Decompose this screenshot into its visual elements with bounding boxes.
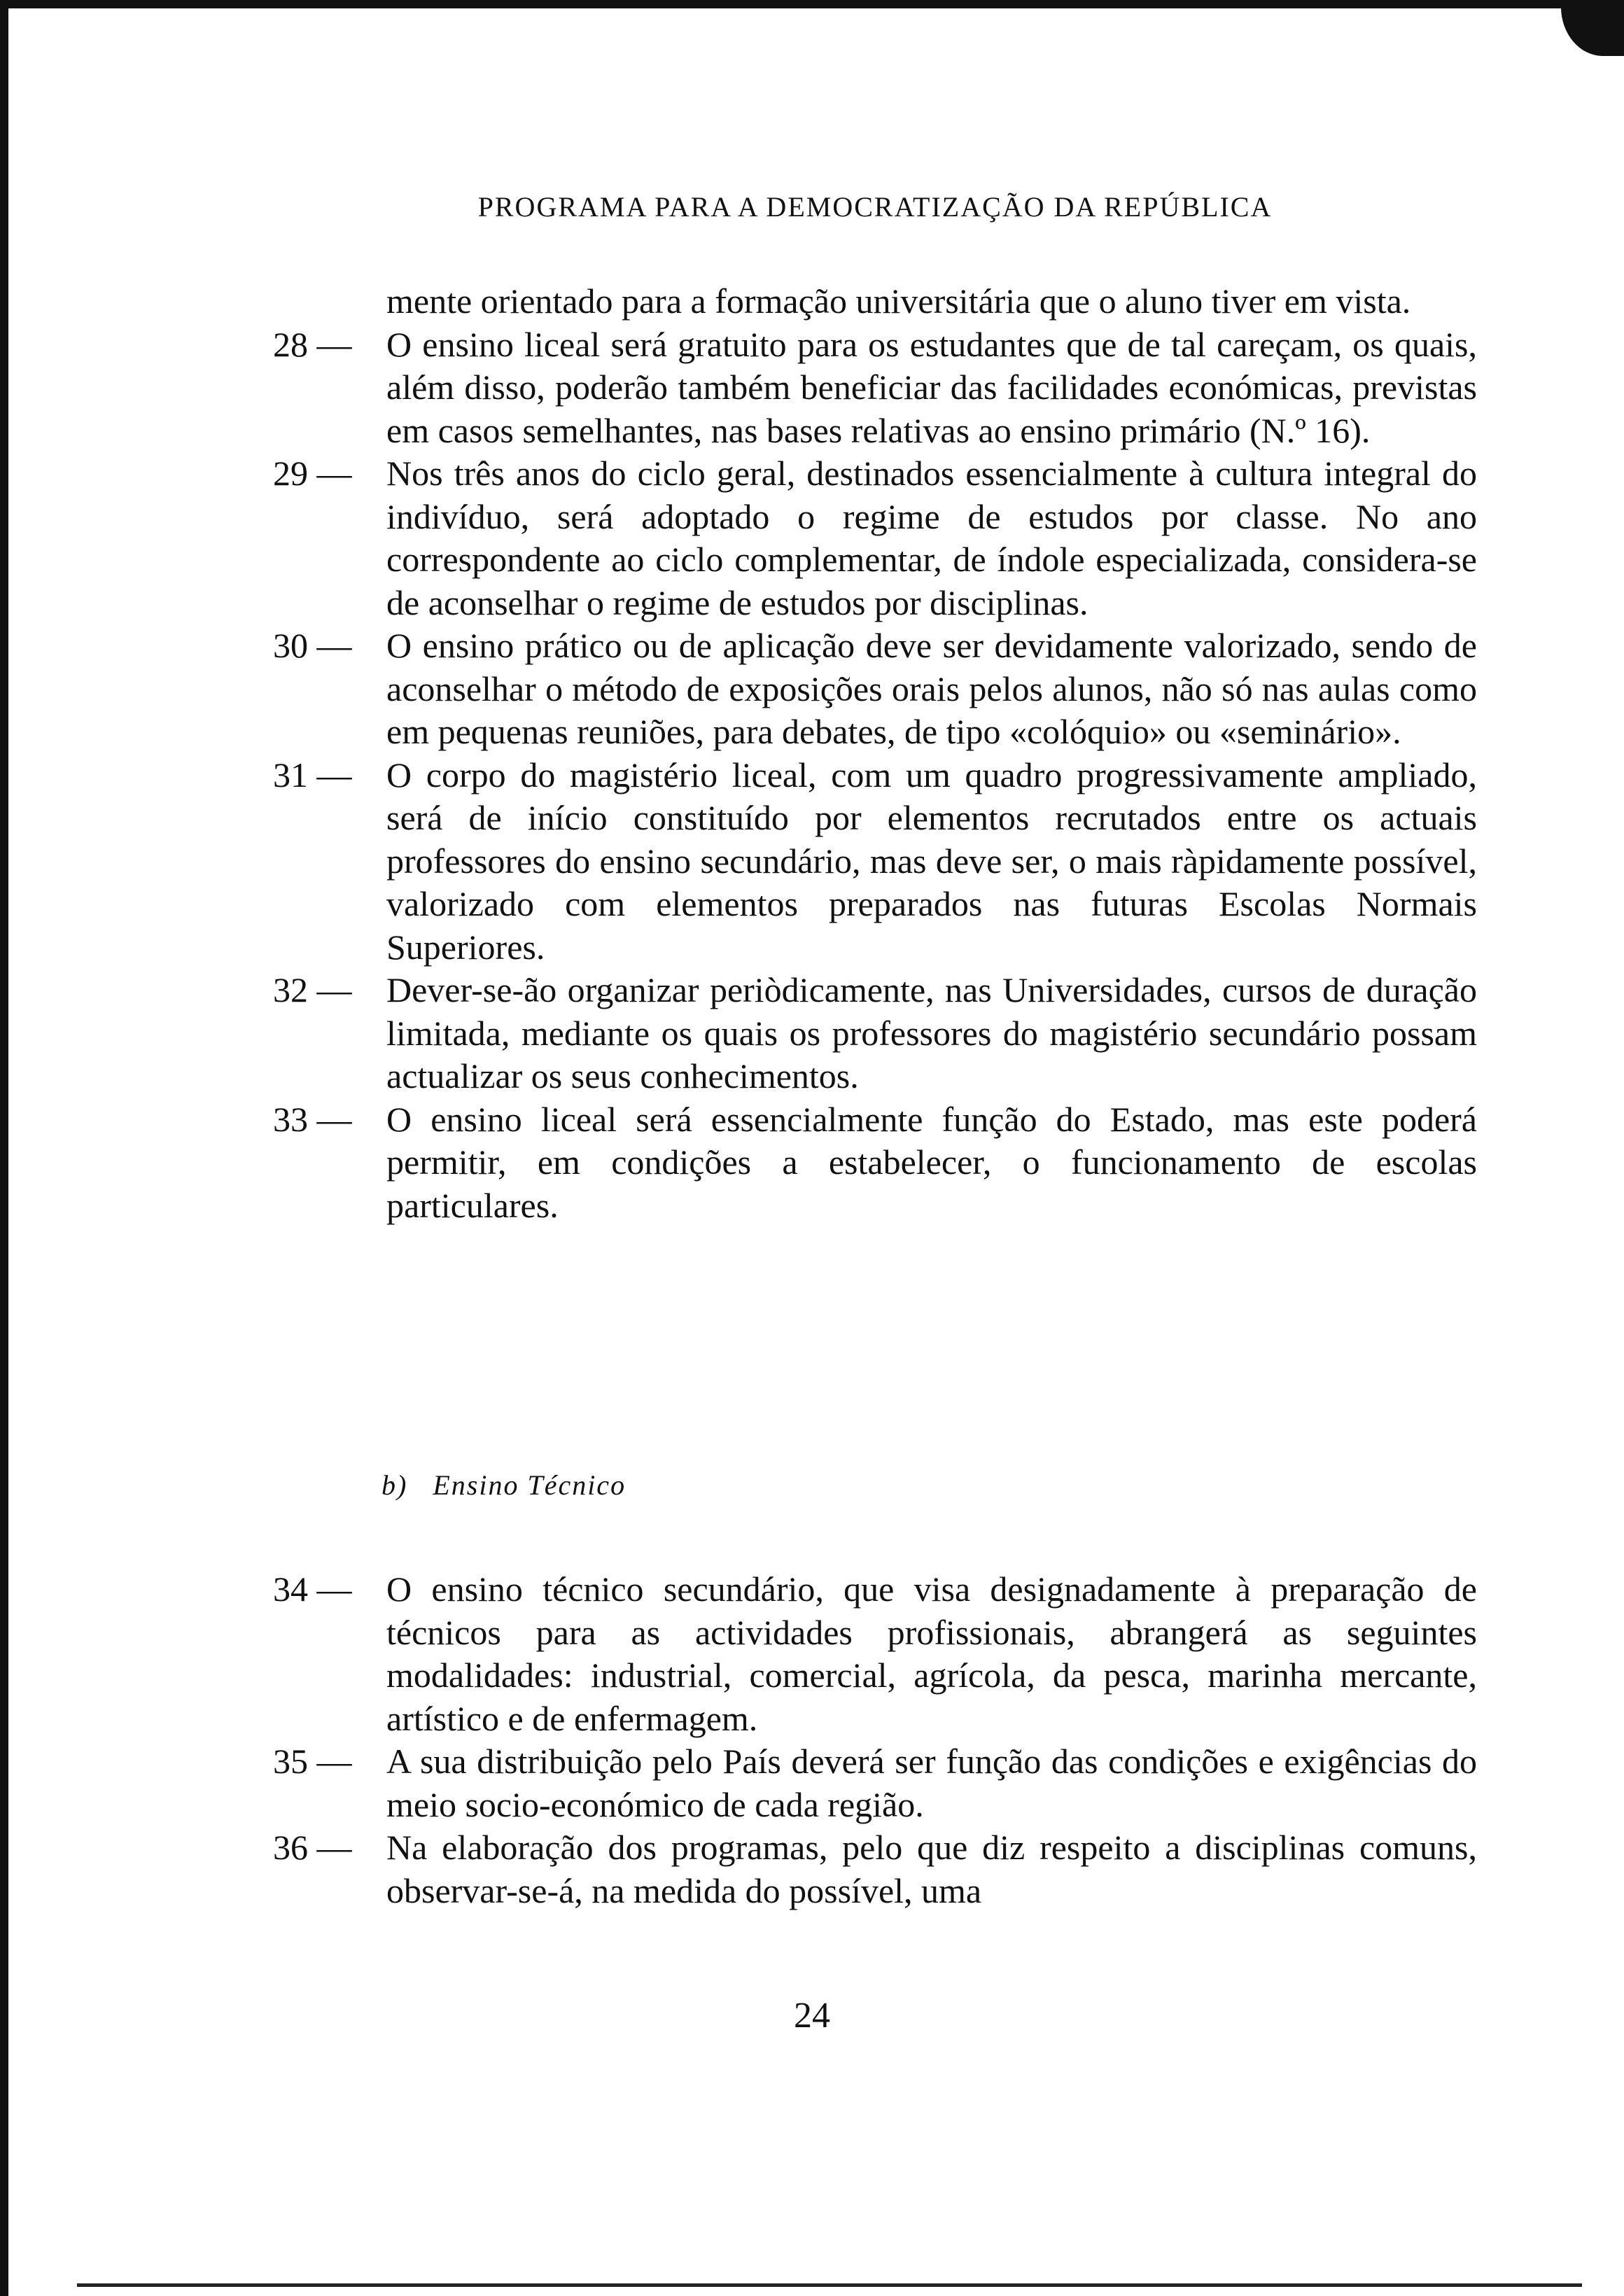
paragraph-number: 32 — xyxy=(273,970,352,1009)
running-header: PROGRAMA PARA A DEMOCRATIZAÇÃO DA REPÚBLICA xyxy=(477,191,1273,223)
paragraph-number: 31 — xyxy=(273,755,352,794)
section-text-block xyxy=(273,1568,1477,1912)
scan-corner-top-right xyxy=(1561,0,1624,56)
numbered-paragraph xyxy=(273,754,1477,969)
numbered-paragraph xyxy=(273,1568,1477,1740)
paragraph-text: O ensino técnico secundário, que visa designadamente à preparação de técnicos para as actividades profissionais, abrangerá as seguintes modalidades: industrial, comercial, agrícola, da pesca, marinha mercante, artístico e de enfermagem. xyxy=(386,1569,1477,1738)
paragraph-number: 35 — xyxy=(273,1742,352,1781)
main-text-block xyxy=(273,280,1477,1227)
paragraph-text: A sua distribuição pelo País deverá ser função das condições e exigências do meio socio-económico de cada região. xyxy=(386,1742,1477,1824)
section-title: Ensino Técnico xyxy=(433,1469,626,1501)
section-marker: b) xyxy=(382,1469,408,1501)
scan-border-top xyxy=(0,0,1561,8)
paragraph-text: Na elaboração dos programas, pelo que diz respeito a disciplinas comuns, observar-se-á, na medida do possível, uma xyxy=(386,1828,1477,1910)
paragraph-text: Dever-se-ão organizar periòdicamente, nas Universidades, cursos de duração limitada, mediante os quais os professores do magistério secundário possam actualizar os seus conhecimentos. xyxy=(386,970,1477,1096)
numbered-paragraph xyxy=(273,624,1477,754)
paragraph-number: 29 — xyxy=(273,454,352,493)
paragraph-number: 30 — xyxy=(273,626,352,665)
paragraph-text: O ensino prático ou de aplicação deve ser devidamente valorizado, sendo de aconselhar o método de exposições orais pelos alunos, não só nas aulas como em pequenas reuniões, para debates, de tipo «colóquio» ou «seminário». xyxy=(386,626,1477,751)
paragraph-text: O ensino liceal será essencialmente função do Estado, mas este poderá permitir, em condições a estabelecer, o funcionamento de escolas particulares. xyxy=(386,1099,1477,1225)
paragraph-text: Nos três anos do ciclo geral, destinados essencialmente à cultura integral do indivíduo, será adoptado o regime de estudos por classe. No ano correspondente ao ciclo complementar, de índole especializada, considera-se de aconselhar o regime de estudos por disciplinas. xyxy=(386,454,1477,622)
paragraph-number: 28 — xyxy=(273,324,352,364)
paragraph-number: 33 — xyxy=(273,1099,352,1139)
numbered-paragraph xyxy=(273,1098,1477,1228)
continuation-paragraph xyxy=(273,280,1477,323)
numbered-paragraph xyxy=(273,323,1477,453)
scan-border-bottom xyxy=(77,2283,1582,2287)
numbered-paragraph xyxy=(273,452,1477,624)
section-heading xyxy=(382,1469,626,1502)
paragraph-text: O ensino liceal será gratuito para os estudantes que de tal careçam, os quais, além disso, poderão também beneficiar das facilidades económicas, previstas em casos semelhantes, nas bases relativas ao ensino primário (N.º 16). xyxy=(386,324,1477,450)
scan-border-left xyxy=(0,0,8,2296)
paragraph-number: 36 — xyxy=(273,1828,352,1867)
numbered-paragraph xyxy=(273,1826,1477,1912)
page-number: 24 xyxy=(794,1996,830,2036)
numbered-paragraph xyxy=(273,969,1477,1098)
paragraph-text: O corpo do magistério liceal, com um quadro progressivamente ampliado, será de início constituído por elementos recrutados entre os actuais professores do ensino secundário, mas deve ser, o mais ràpidamente possível, valorizado com elementos preparados nas futuras Escolas Normais Superiores. xyxy=(386,755,1477,967)
paragraph-number: 34 — xyxy=(273,1569,352,1609)
numbered-paragraph xyxy=(273,1740,1477,1826)
paragraph-text: mente orientado para a formação universitária que o aluno tiver em vista. xyxy=(386,281,1411,321)
